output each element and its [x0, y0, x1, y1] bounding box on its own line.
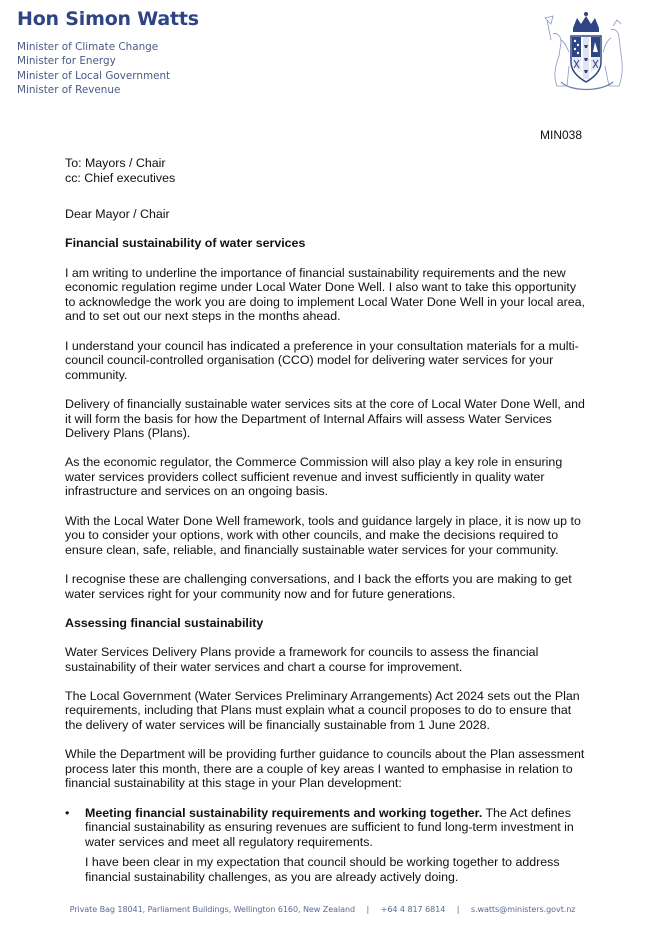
footer-separator: |	[366, 904, 370, 914]
paragraph: With the Local Water Done Well framework, tools and guidance largely in place, it is now up to you to consider your options, work with other councils, and make the decisions required to ensure clean, safe, reliable, and financially sustainable water services for your community.	[65, 513, 581, 557]
minister-name: Hon Simon Watts	[17, 8, 199, 30]
section-heading-financial-sustainability: Financial sustainability of water services	[65, 236, 306, 251]
role-energy: Minister for Energy	[17, 55, 116, 68]
footer-email: s.watts@ministers.govt.nz	[470, 904, 576, 914]
paragraph: As the economic regulator, the Commerce Commission will also play a key role in ensuring water services providers collect sufficient revenue and invest sufficiently in quality water infrastructure and services on an ongoing basis.	[65, 455, 563, 499]
salutation: Dear Mayor / Chair	[65, 207, 170, 222]
bullet-lead: Meeting financial sustainability requirements and working together.	[85, 805, 483, 820]
paragraph: I am writing to underline the importance of financial sustainability requirements and the new economic regulation regime under Local Water Done Well. I also want to take this opportunity to acknowledge the work you are doing to implement Local Water Done Well in your local area, and to set out our next steps in the months ahead.	[65, 265, 585, 324]
bullet-paragraph	[85, 806, 585, 850]
paragraph: I recognise these are challenging conversations, and I back the efforts you are making to get water services right for your community now and for future generations.	[65, 572, 572, 601]
bullet-follow-paragraph: I have been clear in my expectation that council should be working together to address financial sustainability challenges, as you are already actively doing.	[85, 855, 560, 884]
footer-separator: |	[456, 904, 460, 914]
footer-contact	[0, 904, 645, 914]
paragraph: I understand your council has indicated a preference in your consultation materials for a multi-council council-controlled organisation (CCO) model for delivering water services for your community.	[65, 338, 579, 382]
to-line: To: Mayors / Chair	[65, 156, 166, 170]
paragraph: Delivery of financially sustainable water services sits at the core of Local Water Done Well, and it will form the basis for how the Department of Internal Affairs will assess Water Services Delivery Plans (Plans).	[65, 396, 585, 441]
bullet-dot-icon: •	[65, 805, 70, 820]
addressee-block	[65, 156, 585, 185]
footer-phone: +64 4 817 6814	[380, 904, 446, 914]
bullet-text: The Act defines financial sustainability as ensuring revenues are sufficient to fund long-term investment in water services and meet all regulatory requirements.	[85, 805, 574, 849]
footer-address: Private Bag 18041, Parliament Buildings, Wellington 6160, New Zealand	[69, 904, 356, 914]
letter-body	[65, 156, 585, 891]
reference-number: MIN038	[540, 128, 583, 142]
cc-line: cc: Chief executives	[65, 170, 176, 185]
paragraph: Water Services Delivery Plans provide a framework for councils to assess the financial sustainability of their water services and chart a course for improvement.	[65, 645, 539, 674]
bullet-item	[65, 806, 585, 885]
role-local-government: Minister of Local Government	[17, 69, 171, 82]
minister-roles	[17, 40, 170, 97]
role-climate-change: Minister of Climate Change	[17, 41, 159, 53]
role-revenue: Minister of Revenue	[17, 83, 121, 96]
section-heading-assessing: Assessing financial sustainability	[65, 615, 264, 630]
nz-coat-of-arms-icon	[541, 10, 631, 94]
paragraph: The Local Government (Water Services Preliminary Arrangements) Act 2024 sets out the Plan requirements, including that Plans must explain what a council proposes to do to ensure that the delivery of water services will be financially sustainable from 1 June 2028.	[65, 688, 580, 732]
paragraph: While the Department will be providing further guidance to councils about the Plan assessment process later this month, there are a couple of key areas I wanted to emphasise in relation to financial sustainability at this stage in your Plan development:	[65, 747, 585, 791]
